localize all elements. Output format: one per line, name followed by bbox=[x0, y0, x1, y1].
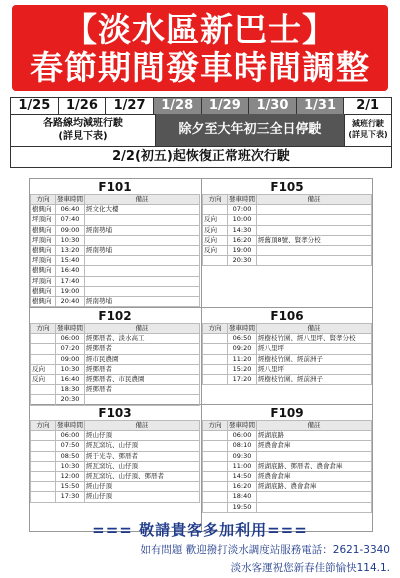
time-cell: 15:20 bbox=[228, 364, 257, 374]
direction-cell bbox=[203, 334, 228, 344]
schedule-grid bbox=[29, 178, 373, 532]
route-panel-3 bbox=[202, 309, 372, 385]
note-cell bbox=[85, 286, 200, 296]
table-row bbox=[31, 395, 200, 405]
note-cell bbox=[85, 276, 200, 286]
time-cell: 09:00 bbox=[56, 225, 85, 235]
direction-cell bbox=[31, 451, 56, 461]
route-panel-4 bbox=[30, 406, 200, 503]
note-cell: 經瓦窯坑、山仔頂、鄧厝者 bbox=[85, 471, 200, 481]
table-header bbox=[203, 421, 372, 431]
date-cell: 1/27 bbox=[106, 98, 154, 114]
time-header: 發車時間 bbox=[229, 195, 255, 204]
schedule-table bbox=[30, 323, 200, 406]
table-row bbox=[203, 374, 372, 384]
table-row bbox=[203, 215, 372, 225]
table-row bbox=[203, 492, 372, 502]
route-title: F109 bbox=[270, 406, 304, 420]
reduced-service-left: 各路線均減班行駛 (詳見下表) bbox=[11, 114, 156, 146]
title-banner bbox=[12, 5, 388, 91]
table-row bbox=[31, 235, 200, 245]
route-panel-1 bbox=[202, 180, 372, 266]
table-row bbox=[31, 245, 200, 255]
time-cell: 07:20 bbox=[56, 344, 85, 354]
time-cell: 09:30 bbox=[228, 451, 257, 461]
time-cell: 14:30 bbox=[228, 225, 257, 235]
direction-cell bbox=[31, 344, 56, 354]
banner-line2: 春節期間發車時間調整 bbox=[30, 48, 370, 87]
direction-cell bbox=[31, 354, 56, 364]
direction-cell: 坪頂向 bbox=[31, 215, 56, 225]
direction-cell bbox=[31, 461, 56, 471]
note-cell bbox=[257, 492, 372, 502]
note-cell: 經瓦窯坑、山仔頂 bbox=[85, 441, 200, 451]
route-title: F101 bbox=[98, 180, 132, 194]
note-cell: 經山仔頂 bbox=[85, 482, 200, 492]
table-row bbox=[31, 431, 200, 441]
direction-cell: 樹興向 bbox=[31, 225, 56, 235]
note-cell: 經瓦窯坑、山仔頂 bbox=[85, 461, 200, 471]
time-cell: 18:30 bbox=[56, 385, 85, 395]
direction-cell: 樹興向 bbox=[31, 245, 56, 255]
note-header: 備註 bbox=[85, 195, 200, 205]
date-cell: 1/29 bbox=[202, 98, 250, 114]
note-cell bbox=[257, 245, 372, 255]
table-row bbox=[203, 334, 372, 344]
direction-cell bbox=[203, 441, 228, 451]
route-title: F103 bbox=[98, 406, 132, 420]
schedule-table bbox=[30, 420, 200, 503]
table-row bbox=[31, 482, 200, 492]
table-row bbox=[31, 256, 200, 266]
table-row bbox=[31, 364, 200, 374]
table-row bbox=[203, 344, 372, 354]
table-row bbox=[203, 256, 372, 266]
direction-cell bbox=[203, 482, 228, 492]
time-header: 發車時間 bbox=[57, 324, 83, 333]
direction-cell: 坪頂向 bbox=[31, 235, 56, 245]
table-row bbox=[31, 334, 200, 344]
time-cell: 11:20 bbox=[228, 354, 257, 364]
table-row bbox=[31, 354, 200, 364]
direction-cell bbox=[203, 256, 228, 266]
direction-cell: 反向 bbox=[203, 225, 228, 235]
time-cell: 17:30 bbox=[56, 492, 85, 502]
direction-cell: 反向 bbox=[31, 364, 56, 374]
notice-banner: === 敬請貴客多加利用=== bbox=[92, 521, 308, 539]
note-cell: 經南勢埔 bbox=[85, 245, 200, 255]
time-cell: 20:40 bbox=[56, 296, 85, 306]
table-row bbox=[31, 205, 200, 215]
time-cell: 19:00 bbox=[56, 286, 85, 296]
table-row bbox=[203, 235, 372, 245]
direction-cell: 反向 bbox=[203, 235, 228, 245]
time-cell: 08:10 bbox=[228, 441, 257, 451]
table-row bbox=[31, 385, 200, 395]
time-header: 發車時間 bbox=[57, 421, 83, 430]
note-cell: 經樹枝竹圍、經八里坪、賢孝分校 bbox=[257, 334, 372, 344]
time-cell: 12:00 bbox=[56, 471, 85, 481]
note-cell: 經南勢埔 bbox=[85, 296, 200, 306]
time-cell: 10:30 bbox=[56, 364, 85, 374]
time-cell: 17:20 bbox=[228, 374, 257, 384]
time-cell: 06:00 bbox=[228, 431, 257, 441]
time-cell: 19:00 bbox=[228, 245, 257, 255]
banner-line1: 【淡水區新巴士】 bbox=[64, 10, 336, 49]
route-title: F102 bbox=[98, 309, 132, 323]
table-row bbox=[31, 471, 200, 481]
table-row bbox=[31, 286, 200, 296]
time-cell: 09:00 bbox=[56, 354, 85, 364]
time-cell: 15:50 bbox=[56, 482, 85, 492]
greeting-line: 淡水客運祝您新春佳節愉快114.1. bbox=[230, 562, 390, 574]
schedule-table bbox=[30, 194, 200, 307]
time-cell: 19:50 bbox=[228, 502, 257, 512]
note-cell: 經文化大樓 bbox=[85, 205, 200, 215]
direction-header: 方向 bbox=[31, 421, 56, 431]
table-row bbox=[203, 245, 372, 255]
direction-cell bbox=[203, 205, 228, 215]
time-cell: 09:20 bbox=[228, 344, 257, 354]
route-panel-0 bbox=[30, 180, 200, 307]
table-row bbox=[203, 461, 372, 471]
table-row bbox=[31, 266, 200, 276]
direction-cell bbox=[203, 431, 228, 441]
note-cell bbox=[85, 395, 200, 405]
time-cell: 07:40 bbox=[56, 215, 85, 225]
table-row bbox=[203, 205, 372, 215]
time-cell: 06:00 bbox=[56, 334, 85, 344]
table-row bbox=[203, 431, 372, 441]
note-cell: 經鄧厝者、淡水高工 bbox=[85, 334, 200, 344]
direction-cell bbox=[203, 354, 228, 364]
time-cell: 10:30 bbox=[56, 461, 85, 471]
time-cell: 14:50 bbox=[228, 471, 257, 481]
direction-cell bbox=[31, 492, 56, 502]
note-cell: 經農會倉庫 bbox=[257, 441, 372, 451]
direction-cell: 反向 bbox=[203, 215, 228, 225]
direction-header: 方向 bbox=[203, 324, 228, 334]
direction-cell: 反向 bbox=[31, 374, 56, 384]
direction-cell: 坪頂向 bbox=[31, 276, 56, 286]
table-row bbox=[31, 374, 200, 384]
table-row bbox=[203, 441, 372, 451]
direction-cell bbox=[31, 482, 56, 492]
note-cell bbox=[85, 235, 200, 245]
date-cell: 1/28 bbox=[154, 98, 202, 114]
direction-header: 方向 bbox=[203, 195, 228, 205]
date-cell: 1/25 bbox=[11, 98, 59, 114]
date-cell: 2/1 bbox=[344, 98, 391, 114]
time-cell: 10:30 bbox=[56, 235, 85, 245]
table-row bbox=[31, 344, 200, 354]
direction-cell bbox=[31, 385, 56, 395]
table-row bbox=[203, 225, 372, 235]
direction-cell bbox=[31, 395, 56, 405]
time-cell: 17:40 bbox=[56, 276, 85, 286]
note-cell bbox=[257, 225, 372, 235]
direction-header: 方向 bbox=[31, 324, 56, 334]
note-cell: 經鄧厝者 bbox=[85, 344, 200, 354]
row-divider bbox=[30, 307, 372, 308]
time-cell: 10:00 bbox=[228, 215, 257, 225]
route-title: F105 bbox=[270, 180, 304, 194]
reduced-service-right: 減班行駛 (詳見下表) bbox=[348, 119, 388, 139]
time-cell: 06:00 bbox=[56, 431, 85, 441]
time-cell: 06:50 bbox=[228, 334, 257, 344]
note-cell: 經南勢埔 bbox=[85, 225, 200, 235]
direction-cell bbox=[31, 334, 56, 344]
direction-cell bbox=[203, 461, 228, 471]
table-row bbox=[31, 461, 200, 471]
note-header: 備註 bbox=[257, 421, 372, 431]
time-cell: 07:00 bbox=[228, 205, 257, 215]
table-header bbox=[31, 324, 200, 334]
table-header bbox=[31, 195, 200, 205]
resume-notice: 2/2(初五)起恢復正常班次行駛 bbox=[10, 147, 392, 168]
time-cell: 16:40 bbox=[56, 374, 85, 384]
schedule-table bbox=[202, 420, 372, 513]
route-panel-2 bbox=[30, 309, 200, 406]
time-cell: 16:20 bbox=[228, 235, 257, 245]
time-cell: 07:50 bbox=[56, 441, 85, 451]
table-header bbox=[31, 421, 200, 431]
note-cell: 經鄧厝者 bbox=[85, 364, 200, 374]
table-row bbox=[31, 451, 200, 461]
note-cell: 經八里坪 bbox=[257, 364, 372, 374]
contact-line: 如有問題 歡迎撥打淡水調度站服務電話：2621-3340 bbox=[140, 544, 390, 556]
service-info-row bbox=[10, 114, 392, 147]
route-panel-5 bbox=[202, 406, 372, 513]
table-row bbox=[203, 482, 372, 492]
route-title: F106 bbox=[270, 309, 304, 323]
suspension-notice: 除夕至大年初三全日停駛 bbox=[156, 114, 345, 146]
note-cell: 經樹枝竹圍、經前洲子 bbox=[257, 374, 372, 384]
direction-cell: 樹興向 bbox=[31, 296, 56, 306]
table-row bbox=[31, 215, 200, 225]
direction-cell: 樹興向 bbox=[31, 286, 56, 296]
direction-cell bbox=[203, 364, 228, 374]
table-row bbox=[31, 296, 200, 306]
table-row bbox=[203, 471, 372, 481]
note-cell: 經鄧厝者、市民農園 bbox=[85, 374, 200, 384]
table-row bbox=[31, 441, 200, 451]
note-cell bbox=[85, 256, 200, 266]
note-cell: 經湖底路 bbox=[257, 431, 372, 441]
note-cell: 經舊頂8號、賢孝分校 bbox=[257, 235, 372, 245]
direction-cell bbox=[31, 431, 56, 441]
time-header: 發車時間 bbox=[229, 324, 255, 333]
direction-cell: 反向 bbox=[203, 245, 228, 255]
note-cell bbox=[257, 205, 372, 215]
time-cell: 08:50 bbox=[56, 451, 85, 461]
note-cell: 經樹枝竹圍、經前洲子 bbox=[257, 354, 372, 364]
note-header: 備註 bbox=[85, 324, 200, 334]
note-cell bbox=[257, 502, 372, 512]
note-header: 備註 bbox=[257, 324, 372, 334]
direction-cell bbox=[203, 492, 228, 502]
date-row bbox=[10, 97, 392, 115]
schedule-table bbox=[202, 323, 372, 385]
table-header bbox=[203, 324, 372, 334]
note-cell bbox=[85, 266, 200, 276]
direction-cell: 樹興向 bbox=[31, 205, 56, 215]
table-row bbox=[31, 492, 200, 502]
note-cell: 經市民農園 bbox=[85, 354, 200, 364]
direction-header: 方向 bbox=[31, 195, 56, 205]
time-cell: 16:40 bbox=[56, 266, 85, 276]
direction-cell bbox=[203, 502, 228, 512]
direction-cell: 樹興向 bbox=[31, 266, 56, 276]
direction-cell bbox=[203, 374, 228, 384]
table-header bbox=[203, 195, 372, 205]
direction-header: 方向 bbox=[203, 421, 228, 431]
note-cell bbox=[257, 256, 372, 266]
note-cell bbox=[85, 215, 200, 225]
table-row bbox=[203, 502, 372, 512]
time-header: 發車時間 bbox=[229, 421, 255, 430]
table-row bbox=[31, 276, 200, 286]
note-cell: 經湖底路、鄧厝者、農會倉庫 bbox=[257, 461, 372, 471]
note-cell bbox=[257, 215, 372, 225]
note-cell: 經湖底路、農會倉庫 bbox=[257, 482, 372, 492]
table-row bbox=[203, 451, 372, 461]
table-row bbox=[203, 354, 372, 364]
direction-cell bbox=[203, 471, 228, 481]
note-cell: 經于光寺、鄧厝者 bbox=[85, 451, 200, 461]
direction-cell bbox=[203, 451, 228, 461]
schedule-table bbox=[202, 194, 372, 266]
table-row bbox=[31, 225, 200, 235]
date-cell: 1/26 bbox=[59, 98, 107, 114]
time-cell: 15:40 bbox=[56, 256, 85, 266]
note-cell: 經山仔頂 bbox=[85, 492, 200, 502]
direction-cell bbox=[31, 471, 56, 481]
time-cell: 20:30 bbox=[56, 395, 85, 405]
table-row bbox=[203, 364, 372, 374]
time-header: 發車時間 bbox=[57, 195, 83, 204]
time-cell: 20:30 bbox=[228, 256, 257, 266]
note-header: 備註 bbox=[85, 421, 200, 431]
date-cell: 1/30 bbox=[249, 98, 297, 114]
direction-cell: 坪頂向 bbox=[31, 256, 56, 266]
note-header: 備註 bbox=[257, 195, 372, 205]
date-cell: 1/31 bbox=[297, 98, 345, 114]
note-cell: 經八里坪 bbox=[257, 344, 372, 354]
direction-cell bbox=[203, 344, 228, 354]
time-cell: 16:20 bbox=[228, 482, 257, 492]
note-cell: 經鄧厝者 bbox=[85, 385, 200, 395]
time-cell: 06:40 bbox=[56, 205, 85, 215]
time-cell: 18:40 bbox=[228, 492, 257, 502]
note-cell: 經農會倉庫 bbox=[257, 471, 372, 481]
note-cell: 經山仔頂 bbox=[85, 431, 200, 441]
direction-cell bbox=[31, 441, 56, 451]
time-cell: 13:20 bbox=[56, 245, 85, 255]
time-cell: 11:00 bbox=[228, 461, 257, 471]
note-cell bbox=[257, 451, 372, 461]
